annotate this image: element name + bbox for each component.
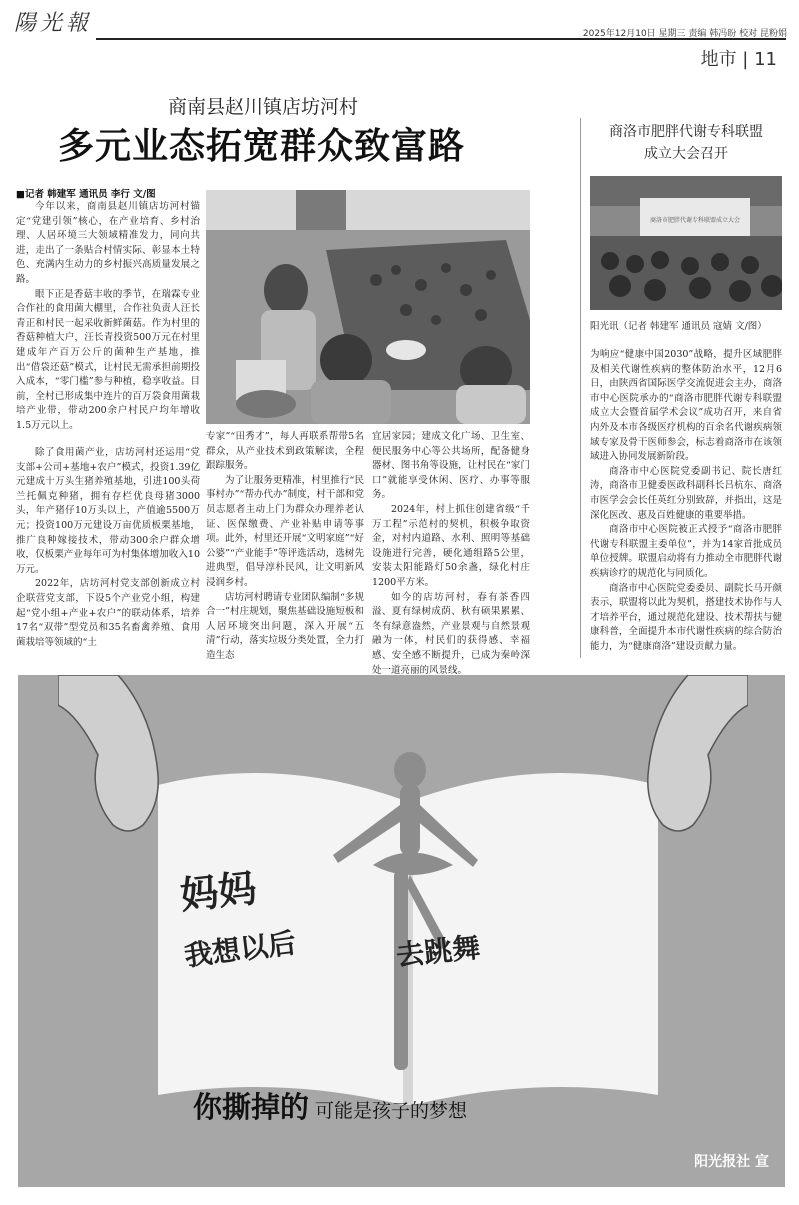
side-article-body (590, 348, 782, 654)
side-paragraph: 商洛市中心医院党委委员、副院长马开颜表示，联盟将以此为契机，搭建技术协作与人才培养平台，通过规范化建设、技术帮扶与健康科普，全面提升本市代谢性疾病的综合防治能力，为“健康商洛”建设贡献力量。 (590, 582, 782, 652)
ad-slogan (193, 1085, 467, 1126)
article-paragraph: 2024年，村上抓住创建省级“千万工程”示范村的契机，积极争取资金，对村内道路、水利、照明等基础设施进行完善，硬化通组路5公里，安装太阳能路灯50余盏，绿化村庄1200平方米。 (372, 503, 530, 588)
ad-handwriting-line2b: 去跳舞 (394, 930, 482, 973)
ad-handwriting-line1: 妈妈 (178, 866, 259, 918)
article-paragraph: 专家”“田秀才”，每人再联系帮带5名群众，从产业技术到政策解读，全程跟踪服务。 (206, 431, 364, 472)
screen-text: 商洛市肥胖代谢专科联盟成立大会 (649, 217, 741, 224)
article-column-3 (372, 430, 530, 678)
article-paragraph: 宜居家园；建成文化广场、卫生室、便民服务中心等公共场所，配备健身器材、图书角等设施，让村民在“家门口”就能享受休闲、医疗、办事等服务。 (372, 431, 530, 501)
mushroom-harvest-photo (206, 190, 530, 424)
side-title-line: 成立大会召开 (644, 146, 728, 162)
side-paragraph: 商洛市中心医院党委副书记、院长唐红涛，商洛市卫健委医政科副科长吕杭东、商洛市医学会会长任英红分别致辞，并指出，这是深化医改、惠及百姓健康的重要举措。 (590, 465, 782, 521)
issue-info: 2025年12月10日 星期三 责编 韩冯盼 校对 昆粉娟 (582, 29, 787, 39)
article-column-1 (16, 200, 200, 434)
article-paragraph: 眼下正是香菇丰收的季节，在瑞霖专业合作社的食用菌大棚里，合作社负责人汪长青正和村民一起采收新鲜菌菇。作为村里的香菇种植大户，汪长青投资500万元在村里建成年产百万公斤的菌种生产基地，推出“借袋还菇”模式，让村民无需承担前期投入成本，“零门槛”参与种植，稳享收益。目前，全村已形成集中连片的百万袋食用菌栽培产业带，带动200余户村民户均年增收1.5万元以上。 (16, 288, 200, 431)
article-paragraph: 除了食用菌产业，店坊河村还运用“党支部+公司+基地+农户”模式，投资1.39亿元建成十万头生猪养殖基地，引进100头荷兰托佩克种猪，拥有存栏优良母猪3000头，年产猪仔10万头以上，产值逾5500万元；投资100万元建设万亩优质板栗基地，推广良种嫁接技术，带动300余户群众增收，仅板栗产业每年可为村集体增加收入10万元。 (16, 447, 200, 575)
ad-handwriting-line2a: 我想以后 (182, 926, 298, 973)
article-kicker: 商南县赵川镇店坊河村 (168, 96, 359, 118)
left-hand-icon (58, 675, 168, 855)
side-title-line: 商洛市肥胖代谢专科联盟 (609, 124, 763, 140)
right-hand-icon (628, 675, 748, 855)
ad-slogan-rest: 可能是孩子的梦想 (315, 1100, 468, 1122)
article-byline: ■记者 韩建军 通讯员 李行 文/图 (16, 189, 156, 200)
article-paragraph: 今年以来，商南县赵川镇店坊河村锚定“党建引领”核心，在产业培育、乡村治理、人居环境三大领域精准发力，同向共进，走出了一条贴合村情实际、彰显本土特色、充满内生动力的乡村振兴高质量发展之路。 (16, 201, 200, 285)
ad-slogan-bold: 你撕掉的 (193, 1090, 310, 1124)
article-paragraph: 为了让服务更精准，村里推行“民事村办”“帮办代办”制度，村干部和党员志愿者主动上门为群众办理养老认证、医保缴费、产业补贴申请等事项。此外，村里还开展“文明家庭”“好公婆”“产业能手”等评选活动，选树先进典型，倡导淳朴民风，让文明新风浸润乡村。 (206, 474, 364, 588)
side-article-title (590, 121, 782, 165)
side-paragraph: 为响应“健康中国2030”战略，提升区域肥胖及相关代谢性疾病的整体防治水平，12月6日，由陕西省国际医学交流促进会主办，商洛市中心医院承办的“商洛市肥胖代谢专科联盟成立大会暨首届学术会议”成功召开，来自省内外及本市各级医疗机构的百余名代谢疾病领域专家及骨干医师参会，标志着商洛市在该领域进入协同发展新阶段。 (590, 349, 782, 463)
side-photo-caption: 阳光讯（记者 韩建军 通讯员 寇婧 文/图） (590, 321, 767, 332)
article-column-2 (206, 430, 364, 664)
article-paragraph: 如今的店坊河村，春有茶香四溢、夏有绿树成荫、秋有硕果累累、冬有绿意盎然，产业景观与自然景观融为一体，村民们的获得感、幸福感、安全感不断提升，已成为秦岭深处一道亮丽的风景线。 (372, 591, 530, 676)
article-headline: 多元业态拓宽群众致富路 (58, 126, 466, 167)
article-column-1-lower (16, 446, 200, 650)
column-divider (580, 118, 581, 658)
article-paragraph: 2022年，店坊河村党支部创新成立村企联营党支部，下设5个产业党小组，构建起“党小组+产业+农户”的联动体系，培养17名“双带”型党员和35名畜禽养殖、食用菌栽培等领域的“土 (16, 578, 200, 648)
public-service-ad (18, 675, 785, 1187)
ad-signature: 阳光报社 宣 (694, 1154, 769, 1170)
conference-photo (590, 176, 782, 310)
side-paragraph: 商洛市中心医院被正式授予“商洛市肥胖代谢专科联盟主委单位”，并为14家首批成员单位授牌。联盟启动将有力推动全市肥胖代谢疾病诊疗的规范化与同质化。 (590, 524, 782, 579)
masthead-logo: 陽光報 (14, 11, 93, 36)
article-paragraph: 店坊河村聘请专业团队编制“多规合一”村庄规划，聚焦基础设施短板和人居环境突出问题，深入开展“五清”行动，落实垃圾分类处置，全力打造生态 (206, 591, 364, 661)
section-label: 地市 | 11 (700, 49, 777, 70)
